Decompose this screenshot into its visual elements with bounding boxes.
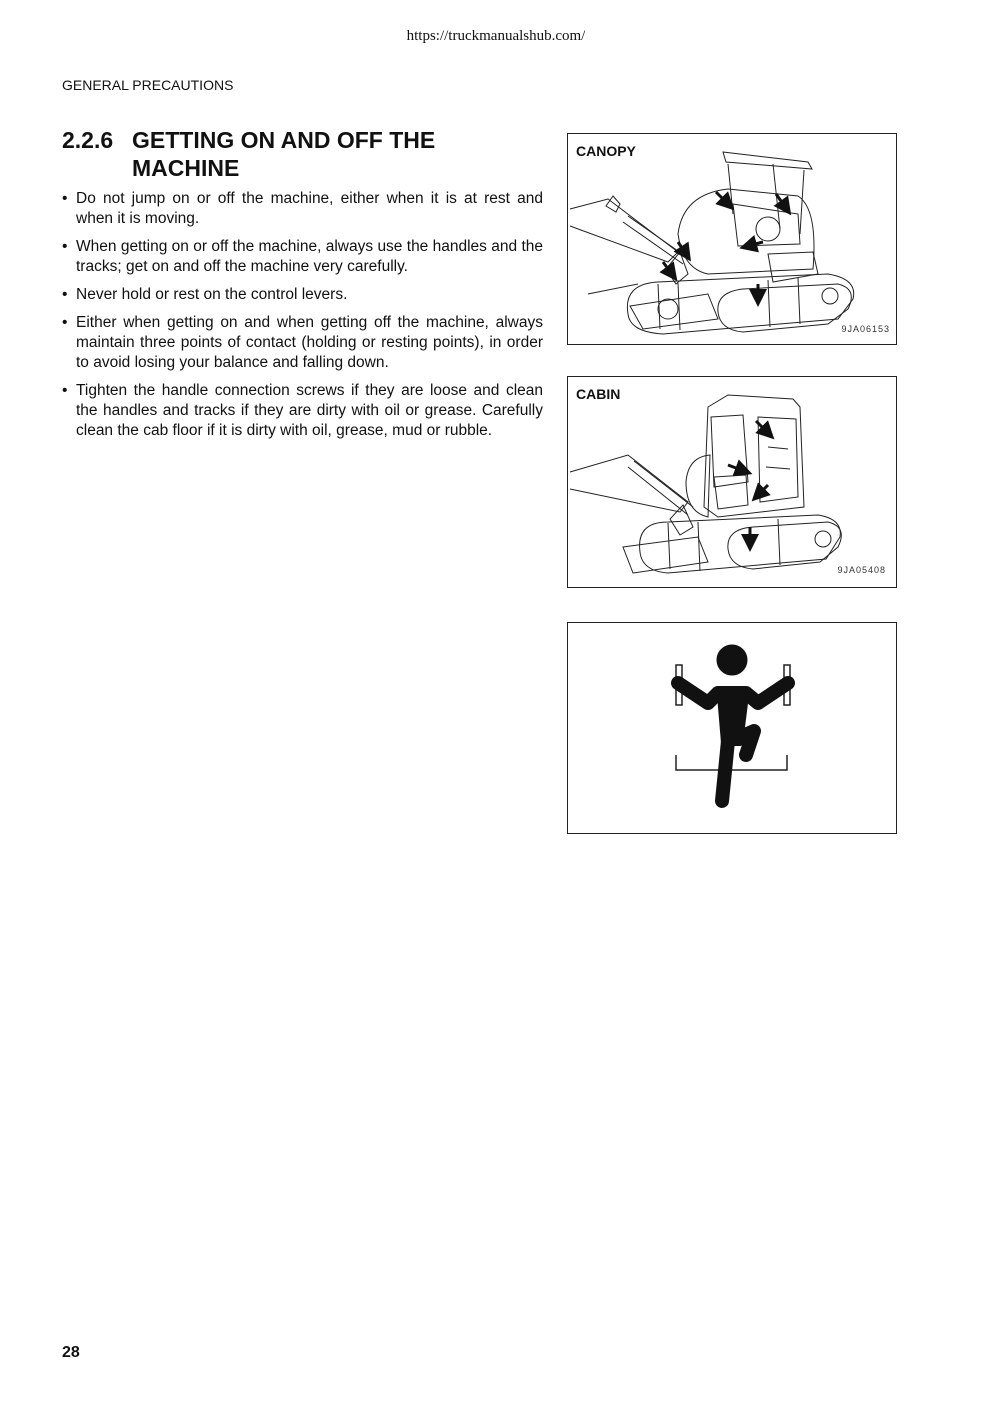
precaution-list (62, 189, 543, 449)
cabin-excavator-illustration (568, 377, 897, 588)
canopy-figure (567, 133, 897, 345)
list-item: • Never hold or rest on the control levers. (62, 285, 543, 305)
list-item: • When getting on or off the machine, always use the handles and the tracks; get on and off the machine very carefully. (62, 237, 543, 277)
figure-code: 9JA05408 (837, 565, 886, 575)
list-item: • Do not jump on or off the machine, either when it is at rest and when it is moving. (62, 189, 543, 229)
figure-code: 9JA06153 (841, 324, 890, 334)
source-url: https://truckmanualshub.com/ (406, 28, 586, 44)
figure-label: CANOPY (576, 143, 636, 159)
running-header: GENERAL PRECAUTIONS (62, 77, 234, 93)
canopy-excavator-illustration (568, 134, 897, 345)
list-item: • Tighten the handle connection screws if they are loose and clean the handles and tracks if they are dirty with oil or grease. Carefully clean the cab floor if it is dirty with oil, grease, mud or rubble. (62, 381, 543, 441)
three-point-contact-pictogram (568, 623, 897, 834)
figure-label: CABIN (576, 386, 621, 402)
page-number: 28 (62, 1344, 80, 1361)
figure-head (717, 645, 747, 675)
three-point-contact-figure (567, 622, 897, 834)
section-number: 2.2.6 (62, 127, 114, 153)
section-title: GETTING ON AND OFF THE MACHINE (132, 127, 436, 181)
list-item: • Either when getting on and when getting off the machine, always maintain three points of contact (holding or resting points), in order to avoid losing your balance and falling down. (62, 313, 543, 373)
cabin-figure (567, 376, 897, 588)
